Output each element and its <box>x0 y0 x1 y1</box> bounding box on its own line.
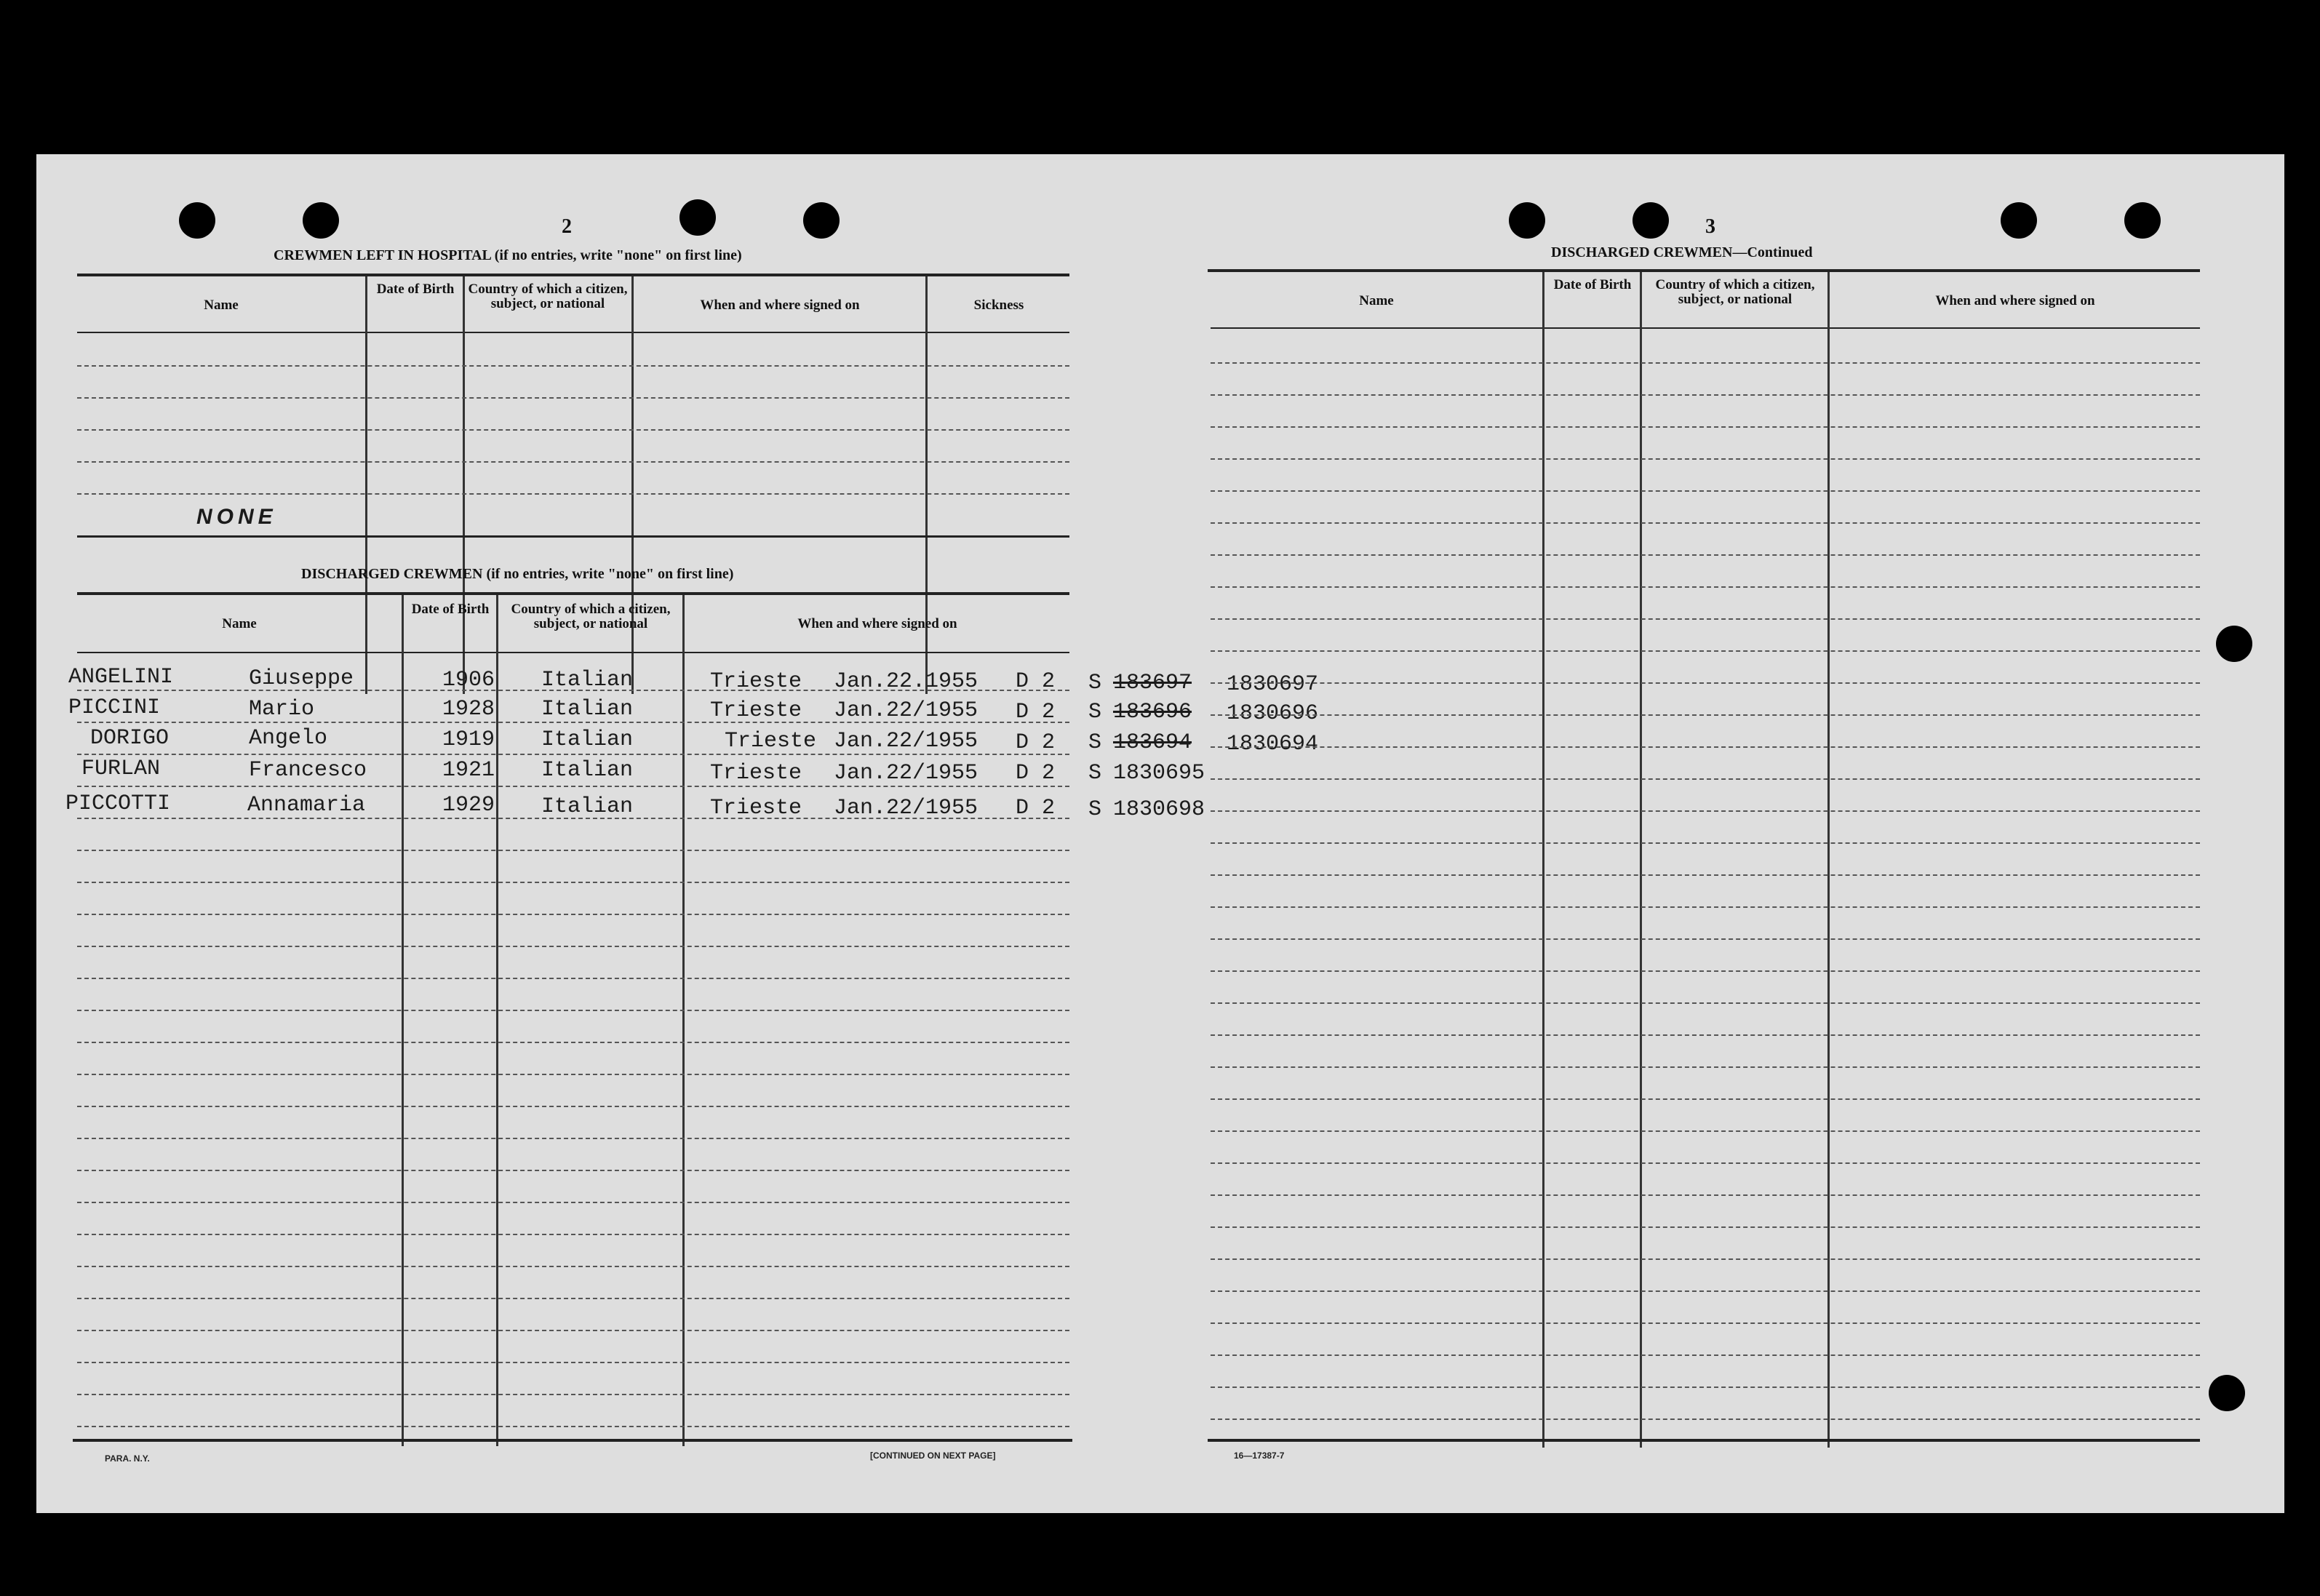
table-bottom-rule <box>77 535 1069 538</box>
signed-place: Trieste <box>710 796 802 821</box>
signed-place: Trieste <box>725 729 817 754</box>
table-line <box>1211 810 2200 812</box>
footer-form-number: 16—17387-7 <box>1234 1451 1285 1461</box>
punch-hole <box>303 202 339 239</box>
discharged-header-signed: When and where signed on <box>797 616 957 631</box>
table-line <box>1211 554 2200 556</box>
table-line <box>1211 1290 2200 1292</box>
continued-section-title: DISCHARGED CREWMEN—Continued <box>1551 244 1813 260</box>
table-line <box>1211 650 2200 652</box>
table-line <box>1211 1194 2200 1196</box>
table-line <box>77 882 1069 883</box>
crew-country: Italian <box>541 668 634 693</box>
table-line <box>1211 970 2200 972</box>
table-line <box>77 429 1069 431</box>
punch-hole <box>1633 202 1669 239</box>
table-line <box>77 1234 1069 1235</box>
crew-country: Italian <box>541 794 634 819</box>
seaman-number: 1830698 <box>1113 797 1205 822</box>
table-line <box>77 1330 1069 1331</box>
table-line <box>1211 618 2200 620</box>
table-line <box>77 1298 1069 1299</box>
seaman-number: 1830695 <box>1113 761 1205 786</box>
punch-hole <box>679 199 716 236</box>
signed-date: Jan.22/1955 <box>834 796 978 821</box>
crew-dob: 1928 <box>442 697 495 722</box>
page-number: 2 <box>562 215 572 238</box>
table-line <box>77 1170 1069 1171</box>
table-line <box>77 1394 1069 1395</box>
header-rule <box>77 332 1069 333</box>
table-line <box>1211 714 2200 716</box>
signed-date: Jan.22/1955 <box>834 761 978 786</box>
crew-dob: 1929 <box>442 793 495 818</box>
crew-surname: DORIGO <box>90 726 170 751</box>
table-line <box>77 978 1069 979</box>
table-line <box>1211 586 2200 588</box>
table-top-rule <box>77 592 1069 595</box>
table-line <box>1211 938 2200 940</box>
crew-given-name: Angelo <box>249 726 328 751</box>
crew-given-name: Mario <box>249 697 315 722</box>
header-rule <box>1211 327 2200 329</box>
table-line <box>77 914 1069 915</box>
table-line <box>77 850 1069 851</box>
table-line <box>1211 778 2200 780</box>
seaman-prefix: S <box>1088 671 1102 695</box>
crew-surname: PICCOTTI <box>65 791 171 816</box>
signed-place: Trieste <box>710 669 802 694</box>
table-line <box>77 1010 1069 1011</box>
table-line <box>1211 1002 2200 1004</box>
table-line <box>1211 458 2200 460</box>
table-line <box>77 365 1069 367</box>
hospital-header-signed: When and where signed on <box>700 298 860 313</box>
seaman-prefix: S <box>1088 797 1102 822</box>
punch-hole <box>803 202 840 239</box>
column-divider <box>1827 272 1830 1448</box>
continued-header-dob: Date of Birth <box>1553 277 1632 292</box>
column-divider <box>463 276 465 694</box>
table-line <box>77 1138 1069 1139</box>
table-line <box>77 1106 1069 1107</box>
table-line <box>1211 1386 2200 1388</box>
table-line <box>1211 1322 2200 1324</box>
seaman-number-struck: 183694 <box>1113 730 1192 755</box>
table-line <box>1211 1419 2200 1420</box>
table-line <box>1211 842 2200 844</box>
table-top-rule <box>1208 269 2200 272</box>
page-number: 3 <box>1705 215 1715 238</box>
punch-hole <box>1509 202 1545 239</box>
table-line <box>1211 1130 2200 1132</box>
table-line <box>77 1362 1069 1363</box>
table-line <box>1211 490 2200 492</box>
continued-header-signed: When and where signed on <box>1935 293 2095 308</box>
hospital-header-country: Country of which a citizen, subject, or national <box>468 282 628 311</box>
header-rule <box>77 652 1069 653</box>
footer-printer: PARA. N.Y. <box>105 1453 150 1464</box>
continued-header-country: Country of which a citizen, subject, or national <box>1655 277 1815 307</box>
table-line <box>77 786 1069 787</box>
crew-dob: 1921 <box>442 758 495 783</box>
table-line <box>77 493 1069 495</box>
punch-hole <box>2209 1375 2245 1411</box>
table-line <box>1211 746 2200 748</box>
table-line <box>1211 1162 2200 1164</box>
handwritten-none: NONE <box>196 505 277 529</box>
table-line <box>1211 1226 2200 1228</box>
crew-country: Italian <box>541 758 634 783</box>
signed-date: Jan.22/1955 <box>834 698 978 723</box>
column-divider <box>1640 272 1642 1448</box>
table-line <box>1211 1034 2200 1036</box>
table-line <box>1211 1066 2200 1068</box>
table-line <box>77 461 1069 463</box>
signed-date: Jan.22.1955 <box>834 669 978 694</box>
signed-date: Jan.22/1955 <box>834 729 978 754</box>
table-line <box>1211 874 2200 876</box>
table-line <box>77 1426 1069 1427</box>
crew-country: Italian <box>541 697 634 722</box>
punch-hole <box>179 202 215 239</box>
crew-dob: 1919 <box>442 727 495 752</box>
table-line <box>1211 682 2200 684</box>
manifest-sheet <box>36 154 2284 1513</box>
signed-code: D 2 <box>1016 669 1056 694</box>
discharged-header-dob: Date of Birth <box>411 602 490 617</box>
crew-surname: FURLAN <box>81 757 161 781</box>
table-line <box>77 397 1069 399</box>
table-top-rule <box>77 274 1069 276</box>
crew-dob: 1906 <box>442 668 495 693</box>
table-line <box>1211 906 2200 908</box>
continued-header-name: Name <box>1359 293 1394 308</box>
table-line <box>77 1202 1069 1203</box>
discharged-header-name: Name <box>222 616 257 631</box>
table-line <box>1211 394 2200 396</box>
table-line <box>77 1266 1069 1267</box>
table-bottom-rule <box>1208 1439 2200 1442</box>
crew-given-name: Francesco <box>249 758 367 783</box>
table-line <box>77 754 1069 755</box>
hospital-header-sickness: Sickness <box>973 298 1024 313</box>
punch-hole <box>2001 202 2037 239</box>
signed-place: Trieste <box>710 761 802 786</box>
punch-hole <box>2216 626 2252 662</box>
punch-hole <box>2124 202 2161 239</box>
table-line <box>1211 362 2200 364</box>
hospital-header-name: Name <box>204 298 239 313</box>
table-line <box>1211 1354 2200 1356</box>
seaman-number-struck: 183697 <box>1113 671 1192 695</box>
table-line <box>77 1074 1069 1075</box>
table-line <box>77 1042 1069 1043</box>
table-line <box>1211 522 2200 524</box>
crew-country: Italian <box>541 727 634 752</box>
crew-surname: ANGELINI <box>68 665 174 690</box>
seaman-prefix: S <box>1088 761 1102 786</box>
crew-given-name: Annamaria <box>247 793 366 818</box>
table-line <box>77 946 1069 947</box>
signed-code: D 2 <box>1016 700 1056 725</box>
seaman-number: 1830696 <box>1227 701 1319 726</box>
table-line <box>1211 426 2200 428</box>
discharged-header-country: Country of which a citizen, subject, or national <box>511 602 671 631</box>
seaman-prefix: S <box>1088 730 1102 755</box>
table-line <box>1211 1258 2200 1260</box>
footer-continued: [CONTINUED ON NEXT PAGE] <box>870 1451 996 1461</box>
seaman-number: 1830694 <box>1227 732 1319 757</box>
signed-code: D 2 <box>1016 761 1056 786</box>
seaman-number: 1830697 <box>1227 672 1319 697</box>
signed-place: Trieste <box>710 698 802 723</box>
discharged-section-title: DISCHARGED CREWMEN (if no entries, write "none" on first line) <box>301 566 734 582</box>
crew-given-name: Giuseppe <box>249 666 354 691</box>
crew-surname: PICCINI <box>68 695 161 720</box>
column-divider <box>1542 272 1544 1448</box>
signed-code: D 2 <box>1016 730 1056 755</box>
hospital-section-title: CREWMEN LEFT IN HOSPITAL (if no entries, write "none" on first line) <box>274 247 742 263</box>
table-line <box>1211 1098 2200 1100</box>
seaman-number-struck: 183696 <box>1113 700 1192 725</box>
seaman-prefix: S <box>1088 700 1102 725</box>
signed-code: D 2 <box>1016 796 1056 821</box>
hospital-header-dob: Date of Birth <box>376 282 455 297</box>
table-bottom-rule <box>73 1439 1072 1442</box>
